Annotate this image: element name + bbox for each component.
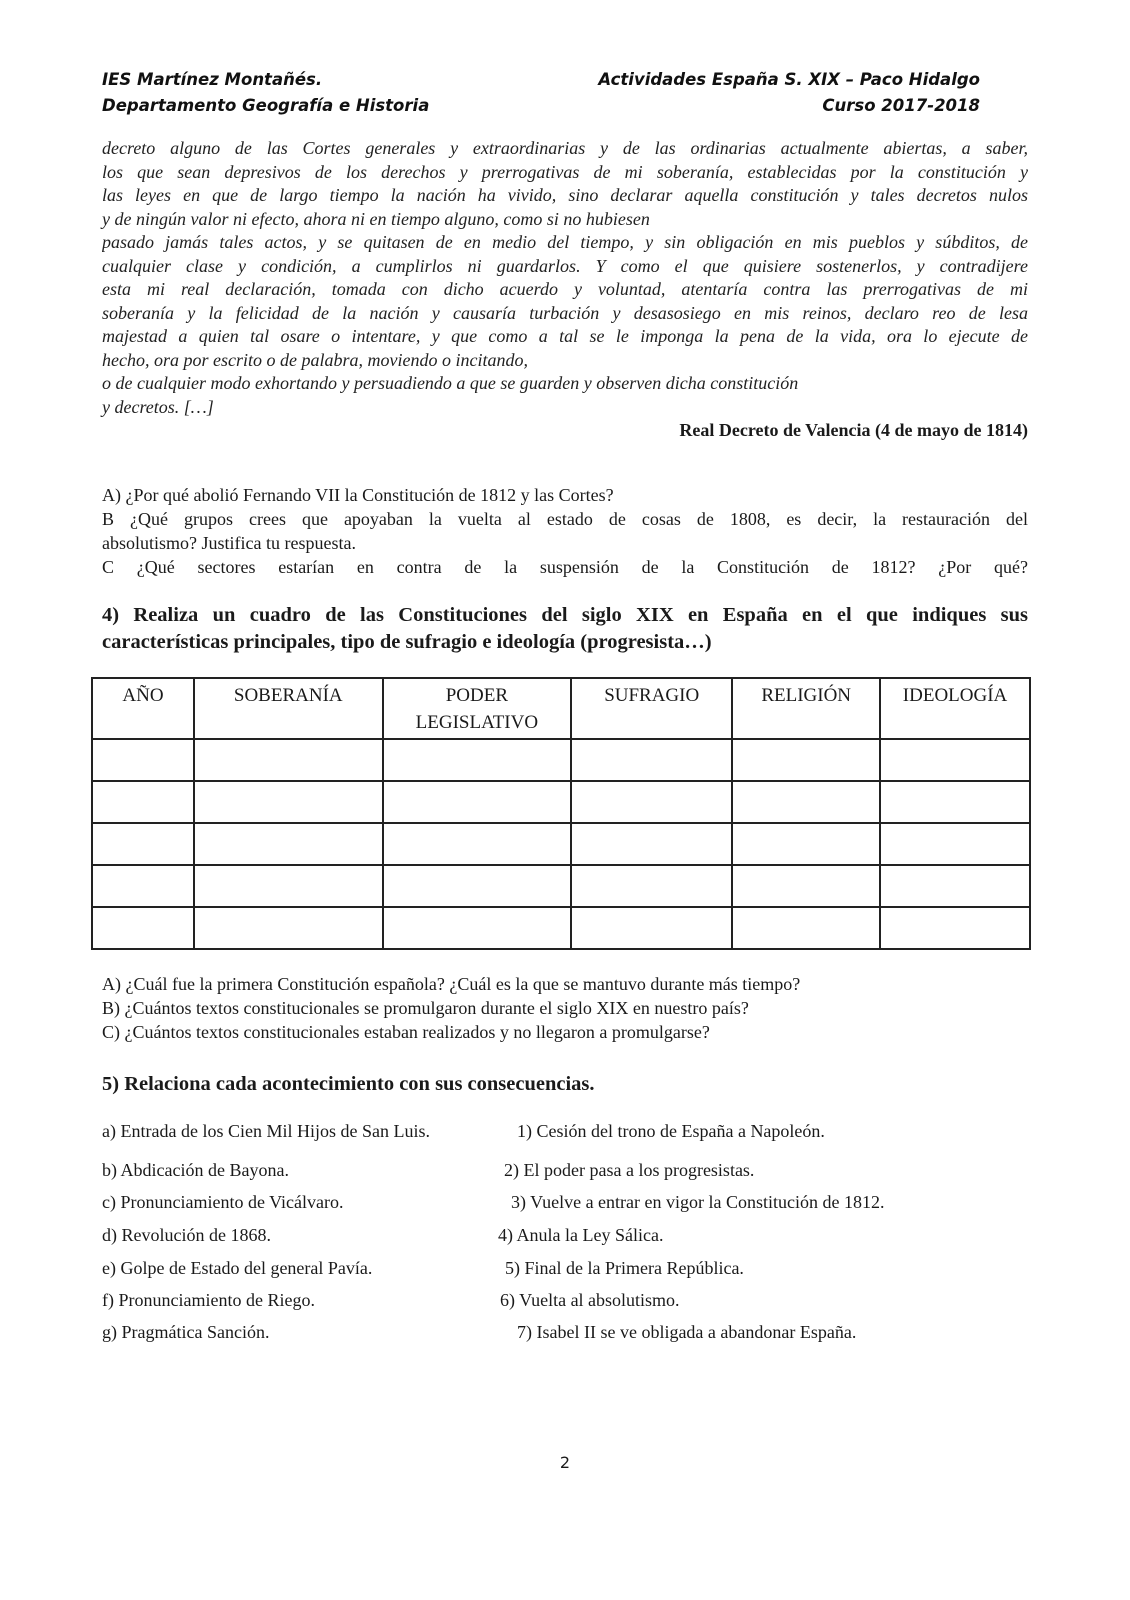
consequence-item: 7) Isabel II se ve obligada a abandonar España.: [517, 1322, 857, 1342]
section-title-line: 4) Realiza un cuadro de las Constituciones del siglo XIX en España en el que indiques sus: [102, 604, 1028, 626]
questions-section-4: [102, 972, 1028, 1044]
quote-line: hecho, ora por escrito o de palabra, moviendo o incitando,: [102, 349, 528, 370]
table-cell[interactable]: [571, 823, 732, 865]
question-line: A) ¿Cuál fue la primera Constitución española? ¿Cuál es la que se mantuvo durante más tiempo?: [102, 974, 801, 994]
table-header-cell: IDEOLOGÍA: [880, 678, 1030, 739]
section-title-line: características principales, tipo de sufragio e ideología (progresista…): [102, 631, 712, 653]
table-cell[interactable]: [732, 907, 880, 949]
consequence-item: 6) Vuelta al absolutismo.: [500, 1290, 680, 1310]
table-cell[interactable]: [92, 739, 194, 781]
table-cell[interactable]: [194, 907, 383, 949]
table-cell[interactable]: [383, 739, 572, 781]
header-course: Curso 2017-2018: [822, 96, 980, 115]
table-cell[interactable]: [383, 823, 572, 865]
table-cell[interactable]: [92, 907, 194, 949]
consequence-item: 3) Vuelve a entrar en vigor la Constitución de 1812.: [511, 1192, 885, 1212]
table-cell[interactable]: [880, 865, 1030, 907]
table-cell[interactable]: [194, 865, 383, 907]
table-cell[interactable]: [383, 781, 572, 823]
table-header-cell: PODER LEGISLATIVO: [383, 678, 572, 739]
table-header-cell: AÑO: [92, 678, 194, 739]
section-4-title: [102, 602, 1028, 656]
table-cell[interactable]: [194, 823, 383, 865]
event-item: g) Pragmática Sanción.: [102, 1322, 270, 1342]
event-item: a) Entrada de los Cien Mil Hijos de San Luis.: [102, 1121, 430, 1141]
table-header-cell: SUFRAGIO: [571, 678, 732, 739]
table-cell[interactable]: [92, 781, 194, 823]
event-item: f) Pronunciamiento de Riego.: [102, 1290, 315, 1310]
table-row: [92, 865, 1030, 907]
table-cell[interactable]: [880, 781, 1030, 823]
table-cell[interactable]: [383, 907, 572, 949]
event-item: e) Golpe de Estado del general Pavía.: [102, 1258, 373, 1278]
table-cell[interactable]: [880, 823, 1030, 865]
questions-section-3: [102, 483, 1028, 579]
table-cell[interactable]: [732, 865, 880, 907]
quote-line: decreto alguno de las Cortes generales y extraordinarias y de las ordinarias actualmente abiertas, a saber,: [102, 138, 1028, 158]
quote-line: las leyes en que de largo tiempo la nación ha vivido, sino declarar aquella constitución y tales decretos nulos: [102, 185, 1028, 205]
question-line: absolutismo? Justifica tu respuesta.: [102, 533, 356, 553]
consequence-item: 4) Anula la Ley Sálica.: [498, 1225, 664, 1245]
table-row: [92, 823, 1030, 865]
table-cell[interactable]: [194, 739, 383, 781]
question-line: B) ¿Cuántos textos constitucionales se promulgaron durante el siglo XIX en nuestro país?: [102, 998, 749, 1018]
table-row: [92, 781, 1030, 823]
table-cell[interactable]: [571, 739, 732, 781]
quote-text: [102, 137, 1028, 419]
table-header-cell: RELIGIÓN: [732, 678, 880, 739]
constitutions-table: [91, 677, 1031, 950]
table-header-cell: SOBERANÍA: [194, 678, 383, 739]
table-cell[interactable]: [732, 781, 880, 823]
table-cell[interactable]: [92, 865, 194, 907]
table-row: [92, 739, 1030, 781]
question-line: C) ¿Cuántos textos constitucionales estaban realizados y no llegaron a promulgarse?: [102, 1022, 710, 1042]
table-cell[interactable]: [92, 823, 194, 865]
event-item: d) Revolución de 1868.: [102, 1225, 271, 1245]
table-cell[interactable]: [880, 739, 1030, 781]
table-row: [92, 907, 1030, 949]
table-cell[interactable]: [571, 907, 732, 949]
header-department: Departamento Geografía e Historia: [102, 96, 430, 115]
header-school: IES Martínez Montañés.: [102, 70, 323, 89]
event-item: c) Pronunciamiento de Vicálvaro.: [102, 1192, 344, 1212]
quote-line: soberanía y la felicidad de la nación y causaría turbación y desasosiego en mis reinos, declaro reo de lesa: [102, 302, 1028, 323]
table-cell[interactable]: [571, 781, 732, 823]
consequence-item: 1) Cesión del trono de España a Napoleón.: [517, 1121, 825, 1141]
question-line: A) ¿Por qué abolió Fernando VII la Constitución de 1812 y las Cortes?: [102, 485, 614, 505]
quote-line: cualquier clase y condición, a cumplirlos ni guardarlos. Y como el que quisiere sostenerlos, y contradijere: [102, 255, 1028, 276]
event-item: b) Abdicación de Bayona.: [102, 1160, 289, 1180]
table-cell[interactable]: [732, 823, 880, 865]
quote-source: Real Decreto de Valencia (4 de mayo de 1814): [679, 420, 1028, 440]
quote-line: y decretos. […]: [102, 396, 214, 417]
header-activity: Actividades España S. XIX – Paco Hidalgo: [598, 70, 980, 89]
table-header-row: [92, 678, 1030, 739]
quote-line: esta mi real declaración, tomada con dicho acuerdo y voluntad, atentaría contra las prerrogativas de mi: [102, 279, 1028, 299]
quote-line: y de ningún valor ni efecto, ahora ni en tiempo alguno, como si no hubiesen: [102, 208, 650, 229]
quote-line: los que sean depresivos de los derechos y prerrogativas de mi soberanía, establecidas por la constitución y: [102, 161, 1028, 182]
table-cell[interactable]: [194, 781, 383, 823]
table-cell[interactable]: [383, 865, 572, 907]
table-cell[interactable]: [880, 907, 1030, 949]
quote-line: majestad a quien tal osare o intentare, y que como a tal se le imponga la pena de la vida, ora lo ejecute de: [102, 326, 1028, 346]
question-line: B ¿Qué grupos crees que apoyaban la vuelta al estado de cosas de 1808, es decir, la restauración del: [102, 509, 1028, 529]
consequence-item: 5) Final de la Primera República.: [505, 1258, 744, 1278]
quote-line: pasado jamás tales actos, y se quitasen de en medio del tiempo, y sin obligación en mis pueblos y súbditos, de: [102, 232, 1028, 252]
section-5-title: 5) Relaciona cada acontecimiento con sus consecuencias.: [102, 1073, 595, 1095]
table-cell[interactable]: [732, 739, 880, 781]
quote-line: o de cualquier modo exhortando y persuadiendo a que se guarden y observen dicha constitución: [102, 373, 799, 393]
page-number: 2: [559, 1453, 571, 1472]
table-cell[interactable]: [571, 865, 732, 907]
consequence-item: 2) El poder pasa a los progresistas.: [504, 1160, 755, 1180]
question-line: C ¿Qué sectores estarían en contra de la suspensión de la Constitución de 1812? ¿Por qué?: [102, 557, 1028, 577]
